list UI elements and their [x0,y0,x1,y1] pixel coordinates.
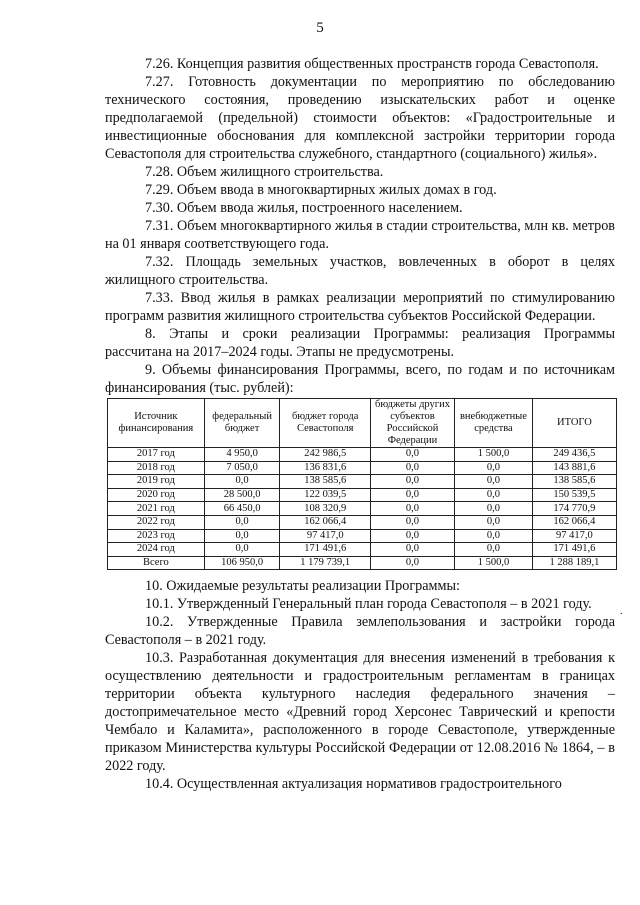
table-row [108,448,617,462]
table-row [108,556,617,570]
value-cell: 162 066,4 [280,515,370,529]
paragraph-10-2: 10.2. Утвержденные Правила землепользования и застройки города Севастополя – в 2021 году. [105,614,615,649]
header-federal: федеральный бюджет [204,399,280,448]
value-cell: 1 500,0 [455,556,533,570]
row-label-cell: 2022 год [108,515,205,529]
value-cell: 0,0 [370,502,454,516]
value-cell: 150 539,5 [532,488,616,502]
value-cell: 0,0 [204,475,280,489]
paragraph-9: 9. Объемы финансирования Программы, всего, по годам и по источникам финансирования (тыс. рублей): [105,362,615,396]
value-cell: 249 436,5 [532,448,616,462]
value-cell: 0,0 [204,515,280,529]
document-body [105,55,615,793]
paragraph-7-28: 7.28. Объем жилищного строительства. [145,164,384,180]
paragraph-8: 8. Этапы и сроки реализации Программы: реализация Программы рассчитана на 2017–2024 годы. Этапы не предусмотрены. [105,326,615,360]
table-row [108,502,617,516]
value-cell: 171 491,6 [532,543,616,557]
table-row [108,543,617,557]
header-other-subjects: бюджеты других субъектов Российской Федерации [370,399,454,448]
value-cell: 0,0 [455,515,533,529]
value-cell: 122 039,5 [280,488,370,502]
table-body [108,448,617,570]
value-cell: 106 950,0 [204,556,280,570]
value-cell: 1 500,0 [455,448,533,462]
value-cell: 0,0 [455,543,533,557]
row-label-cell: 2021 год [108,502,205,516]
row-label-cell: 2024 год [108,543,205,557]
value-cell: 0,0 [370,556,454,570]
value-cell: 0,0 [370,529,454,543]
value-cell: 0,0 [204,529,280,543]
table-header-row [108,399,617,448]
value-cell: 162 066,4 [532,515,616,529]
paragraph-10: 10. Ожидаемые результаты реализации Программы: [145,578,460,595]
row-label-cell: 2023 год [108,529,205,543]
paragraph-10-1: 10.1. Утвержденный Генеральный план города Севастополя – в 2021 году. [145,596,592,613]
value-cell: 174 770,9 [532,502,616,516]
value-cell: 7 050,0 [204,461,280,475]
paragraph-7-29: 7.29. Объем ввода в многоквартирных жилых домах в год. [145,182,497,198]
paragraph-7-26: 7.26. Концепция развития общественных пространств города Севастополя. [145,56,599,72]
value-cell: 108 320,9 [280,502,370,516]
value-cell: 0,0 [370,448,454,462]
value-cell: 171 491,6 [280,543,370,557]
table-row [108,488,617,502]
value-cell: 0,0 [370,475,454,489]
paragraph-7-33: 7.33. Ввод жилья в рамках реализации мероприятий по стимулированию программ развития жилищного строительства субъектов Российской Федерации. [105,290,615,324]
value-cell: 0,0 [370,461,454,475]
value-cell: 0,0 [455,461,533,475]
row-label-cell: 2020 год [108,488,205,502]
paragraph-10-4: 10.4. Осуществленная актуализация нормативов градостроительного [145,776,562,793]
value-cell: 0,0 [455,502,533,516]
value-cell: 1 179 739,1 [280,556,370,570]
value-cell: 97 417,0 [280,529,370,543]
paragraph-7-31: 7.31. Объем многоквартирного жилья в стадии строительства, млн кв. метров на 01 января соответствующего года. [105,218,615,252]
header-city: бюджет города Севастополя [280,399,370,448]
value-cell: 0,0 [455,529,533,543]
value-cell: 0,0 [455,475,533,489]
row-label-cell: 2019 год [108,475,205,489]
paragraph-10-3: 10.3. Разработанная документация для внесения изменений в требования к осуществлению деятельности и градостроительным регламентам в границах территории объекта культурного наследия федерального значения – достопримечательное место «Древний город Херсонес Таврический и крепости Чембало и Каламита», расположенного в городе Севастополе, утвержденные приказом Министерства культуры Российской Федерации от 12.08.2016 № 1864, – в 2022 году. [105,650,615,775]
value-cell: 138 585,6 [532,475,616,489]
value-cell: 0,0 [370,515,454,529]
table-row [108,461,617,475]
value-cell: 0,0 [370,543,454,557]
value-cell: 242 986,5 [280,448,370,462]
row-label-cell: 2017 год [108,448,205,462]
value-cell: 143 881,6 [532,461,616,475]
table-trailing-mark: . [620,606,623,617]
value-cell: 0,0 [370,488,454,502]
value-cell: 138 585,6 [280,475,370,489]
value-cell: 0,0 [455,488,533,502]
value-cell: 1 288 189,1 [532,556,616,570]
paragraph-7-27: 7.27. Готовность документации по мероприятию по обследованию технического состояния, проведению изыскательских работ и оценке предполагаемой (предельной) стоимости объектов: «Градостроительные и инвестиционные обоснования для комплексной застройки территории города Севастополя для строительства служебного, стандартного (социального) жилья». [105,74,615,162]
paragraph-7-30: 7.30. Объем ввода жилья, построенного населением. [145,200,463,216]
row-label-cell: Всего [108,556,205,570]
value-cell: 97 417,0 [532,529,616,543]
value-cell: 0,0 [204,543,280,557]
row-label-cell: 2018 год [108,461,205,475]
header-total: ИТОГО [532,399,616,448]
value-cell: 28 500,0 [204,488,280,502]
page-number: 5 [316,20,324,36]
table-row [108,515,617,529]
header-extrabudget: внебюджетные средства [455,399,533,448]
table-row [108,529,617,543]
paragraph-7-32: 7.32. Площадь земельных участков, вовлеченных в оборот в целях жилищного строительства. [105,254,615,288]
value-cell: 66 450,0 [204,502,280,516]
header-source: Источник финансирования [108,399,205,448]
table-row [108,475,617,489]
value-cell: 136 831,6 [280,461,370,475]
value-cell: 4 950,0 [204,448,280,462]
financing-table [107,398,617,570]
